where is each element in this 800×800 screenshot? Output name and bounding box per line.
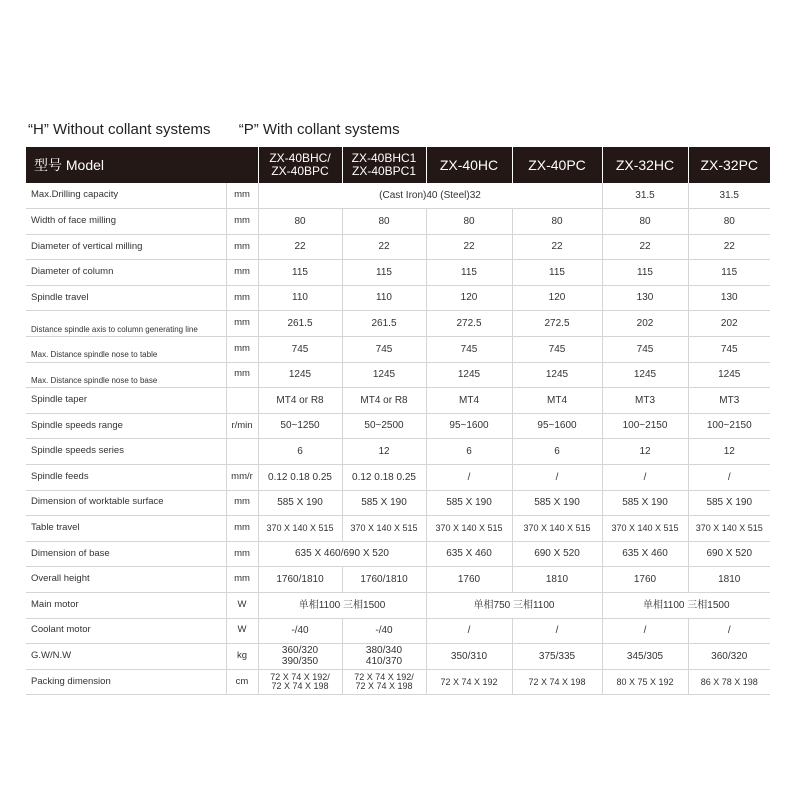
unit-cell: mm [226, 516, 258, 542]
value-cell: 370 X 140 X 515 [426, 516, 512, 542]
unit-cell [226, 388, 258, 414]
unit-cell: r/min [226, 413, 258, 439]
unit-cell: mm [226, 209, 258, 235]
value-cell: 1245 [426, 362, 512, 388]
unit-cell: mm [226, 234, 258, 260]
value-cell: 585 X 190 [342, 490, 426, 516]
value-cell: 370 X 140 X 515 [258, 516, 342, 542]
value-cell: 22 [512, 234, 602, 260]
table-row [26, 337, 770, 363]
value-cell: 50~1250 [258, 413, 342, 439]
value-cell: 80 [512, 209, 602, 235]
table-row [26, 311, 770, 337]
header-zx-40bhc1 [342, 147, 426, 183]
value-cell [342, 644, 426, 670]
header-zx-40bhc [258, 147, 342, 183]
value-cell: 115 [258, 260, 342, 286]
header-zx-40bhc-line2: ZX-40BPC [271, 164, 329, 178]
param-label: Table travel [26, 516, 226, 542]
param-label: G.W/N.W [26, 644, 226, 670]
value-cell: 22 [426, 234, 512, 260]
value-cell: MT4 [512, 388, 602, 414]
param-label: Spindle speeds series [26, 439, 226, 465]
value-cell: 585 X 190 [512, 490, 602, 516]
value-cell: 110 [258, 285, 342, 311]
value-cell [258, 669, 342, 695]
header-model: 型号 Model [26, 147, 258, 183]
unit-cell: mm [226, 541, 258, 567]
value-cell: 1245 [258, 362, 342, 388]
value-cell: 31.5 [602, 183, 688, 209]
unit-cell: W [226, 593, 258, 619]
value-cell: 0.12 0.18 0.25 [258, 465, 342, 491]
value-cell: 745 [426, 337, 512, 363]
value-cell: 690 X 520 [688, 541, 770, 567]
value-line: 380/340 [365, 644, 403, 656]
value-cell: 80 X 75 X 192 [602, 669, 688, 695]
value-cell: 585 X 190 [602, 490, 688, 516]
param-label: Coolant motor [26, 618, 226, 644]
value-cell: 1245 [602, 362, 688, 388]
unit-cell: mm [226, 362, 258, 388]
value-cell: 130 [602, 285, 688, 311]
value-cell: 1810 [688, 567, 770, 593]
header-zx-32hc: ZX-32HC [602, 147, 688, 183]
value-cell: 80 [258, 209, 342, 235]
unit-cell: cm [226, 669, 258, 695]
value-cell: 370 X 140 X 515 [342, 516, 426, 542]
value-cell: 1810 [512, 567, 602, 593]
param-label: Spindle taper [26, 388, 226, 414]
table-row [26, 209, 770, 235]
value-cell: 690 X 520 [512, 541, 602, 567]
value-cell-merged: 单相1100 三相1500 [602, 593, 770, 619]
value-cell: 50~2500 [342, 413, 426, 439]
value-cell: 745 [342, 337, 426, 363]
unit-cell [226, 439, 258, 465]
table-row [26, 388, 770, 414]
unit-cell: mm [226, 337, 258, 363]
unit-cell: mm/r [226, 465, 258, 491]
value-cell: MT3 [602, 388, 688, 414]
value-cell [258, 644, 342, 670]
header-zx-40bhc1-line1: ZX-40BHC1 [351, 150, 417, 165]
value-cell: 115 [426, 260, 512, 286]
value-cell: / [688, 618, 770, 644]
value-cell: 6 [426, 439, 512, 465]
value-cell-merged: 单相1100 三相1500 [258, 593, 426, 619]
param-label: Distance spindle axis to column generating line [26, 311, 226, 337]
value-cell: 261.5 [258, 311, 342, 337]
value-cell: 115 [688, 260, 770, 286]
value-cell: 1245 [342, 362, 426, 388]
value-cell: 370 X 140 X 515 [688, 516, 770, 542]
value-line: 410/370 [365, 656, 403, 668]
value-cell: / [602, 618, 688, 644]
value-cell: 12 [342, 439, 426, 465]
value-cell: 115 [512, 260, 602, 286]
param-label: Max. Distance spindle nose to base [26, 362, 226, 388]
unit-cell: kg [226, 644, 258, 670]
param-label: Spindle feeds [26, 465, 226, 491]
value-cell: 202 [602, 311, 688, 337]
value-cell [342, 669, 426, 695]
value-cell: 635 X 460 [426, 541, 512, 567]
table-row [26, 490, 770, 516]
value-cell: 120 [512, 285, 602, 311]
header-zx-32pc: ZX-32PC [688, 147, 770, 183]
spec-table [26, 147, 770, 695]
value-line: 390/350 [281, 656, 319, 668]
value-cell: 12 [688, 439, 770, 465]
value-cell: 360/320 [688, 644, 770, 670]
value-cell: 22 [602, 234, 688, 260]
param-label: Packing dimension [26, 669, 226, 695]
table-row [26, 644, 770, 670]
table-row [26, 234, 770, 260]
value-cell: 585 X 190 [688, 490, 770, 516]
value-cell: 22 [258, 234, 342, 260]
value-cell: 115 [602, 260, 688, 286]
value-cell: / [512, 618, 602, 644]
value-cell: 95~1600 [512, 413, 602, 439]
table-row [26, 567, 770, 593]
value-cell-merged: 635 X 460/690 X 520 [258, 541, 426, 567]
legend [28, 121, 400, 138]
value-cell: 80 [602, 209, 688, 235]
value-cell: 110 [342, 285, 426, 311]
value-cell: 272.5 [426, 311, 512, 337]
table-row [26, 183, 770, 209]
param-label: Spindle speeds range [26, 413, 226, 439]
value-cell: 1760 [602, 567, 688, 593]
table-row [26, 593, 770, 619]
value-cell: MT4 or R8 [342, 388, 426, 414]
value-cell: / [426, 465, 512, 491]
value-cell: 350/310 [426, 644, 512, 670]
value-cell: / [688, 465, 770, 491]
value-cell: 1760/1810 [258, 567, 342, 593]
value-cell: -/40 [258, 618, 342, 644]
param-label: Width of face milling [26, 209, 226, 235]
table-row [26, 541, 770, 567]
value-cell: 635 X 460 [602, 541, 688, 567]
value-cell: MT3 [688, 388, 770, 414]
value-cell: 100~2150 [602, 413, 688, 439]
value-cell: 1760/1810 [342, 567, 426, 593]
unit-cell: mm [226, 490, 258, 516]
param-label: Spindle travel [26, 285, 226, 311]
value-cell: 1245 [688, 362, 770, 388]
value-line: 72 X 74 X 198 [271, 681, 329, 692]
value-cell: 0.12 0.18 0.25 [342, 465, 426, 491]
value-cell: 22 [688, 234, 770, 260]
legend-p: “P” With collant systems [238, 121, 400, 138]
header-row [26, 147, 770, 183]
param-label: Diameter of vertical milling [26, 234, 226, 260]
value-cell: -/40 [342, 618, 426, 644]
value-cell: 6 [512, 439, 602, 465]
table-row [26, 362, 770, 388]
value-cell: / [426, 618, 512, 644]
value-cell: 261.5 [342, 311, 426, 337]
value-cell: 272.5 [512, 311, 602, 337]
table-row [26, 413, 770, 439]
value-cell: 370 X 140 X 515 [512, 516, 602, 542]
value-cell: 31.5 [688, 183, 770, 209]
param-label: Main motor [26, 593, 226, 619]
header-zx-40bhc1-line2: ZX-40BPC1 [351, 164, 417, 178]
header-zx-40pc: ZX-40PC [512, 147, 602, 183]
value-line: 72 X 74 X 192/ [354, 672, 414, 683]
param-label: Dimension of base [26, 541, 226, 567]
value-cell: 1760 [426, 567, 512, 593]
value-cell: 345/305 [602, 644, 688, 670]
value-cell: 370 X 140 X 515 [602, 516, 688, 542]
header-zx-40bhc-line1: ZX-40BHC/ [269, 150, 331, 165]
table-row [26, 439, 770, 465]
value-cell: 745 [512, 337, 602, 363]
value-cell: 115 [342, 260, 426, 286]
value-cell: 6 [258, 439, 342, 465]
param-label: Max.Drilling capacity [26, 183, 226, 209]
table-row [26, 260, 770, 286]
value-cell: 1245 [512, 362, 602, 388]
value-cell: 745 [258, 337, 342, 363]
table-row [26, 285, 770, 311]
value-cell: 86 X 78 X 198 [688, 669, 770, 695]
value-cell: MT4 [426, 388, 512, 414]
value-cell: 745 [602, 337, 688, 363]
value-cell: / [512, 465, 602, 491]
value-cell: 12 [602, 439, 688, 465]
param-label: Diameter of column [26, 260, 226, 286]
value-line: 360/320 [281, 644, 319, 656]
value-cell: 95~1600 [426, 413, 512, 439]
table-row [26, 465, 770, 491]
value-cell-merged: (Cast Iron)40 (Steel)32 [258, 183, 602, 209]
header-zx-40hc: ZX-40HC [426, 147, 512, 183]
value-cell: 120 [426, 285, 512, 311]
value-cell: 375/335 [512, 644, 602, 670]
value-cell: 130 [688, 285, 770, 311]
value-cell: / [602, 465, 688, 491]
value-cell: 72 X 74 X 192 [426, 669, 512, 695]
unit-cell: mm [226, 285, 258, 311]
legend-h: “H” Without collant systems [28, 121, 211, 138]
value-cell: 202 [688, 311, 770, 337]
value-cell: 80 [426, 209, 512, 235]
unit-cell: mm [226, 311, 258, 337]
unit-cell: mm [226, 183, 258, 209]
unit-cell: W [226, 618, 258, 644]
value-cell: 80 [688, 209, 770, 235]
unit-cell: mm [226, 567, 258, 593]
table-row [26, 618, 770, 644]
value-cell: MT4 or R8 [258, 388, 342, 414]
value-cell: 22 [342, 234, 426, 260]
table-row [26, 669, 770, 695]
value-cell-merged: 单相750 三相1100 [426, 593, 602, 619]
unit-cell: mm [226, 260, 258, 286]
table-row [26, 516, 770, 542]
value-cell: 585 X 190 [258, 490, 342, 516]
value-cell: 80 [342, 209, 426, 235]
value-cell: 585 X 190 [426, 490, 512, 516]
value-cell: 72 X 74 X 198 [512, 669, 602, 695]
value-cell: 100~2150 [688, 413, 770, 439]
param-label: Overall height [26, 567, 226, 593]
param-label: Max. Distance spindle nose to table [26, 337, 226, 363]
value-line: 72 X 74 X 198 [355, 681, 413, 692]
value-cell: 745 [688, 337, 770, 363]
param-label: Dimension of worktable surface [26, 490, 226, 516]
value-line: 72 X 74 X 192/ [270, 672, 330, 683]
